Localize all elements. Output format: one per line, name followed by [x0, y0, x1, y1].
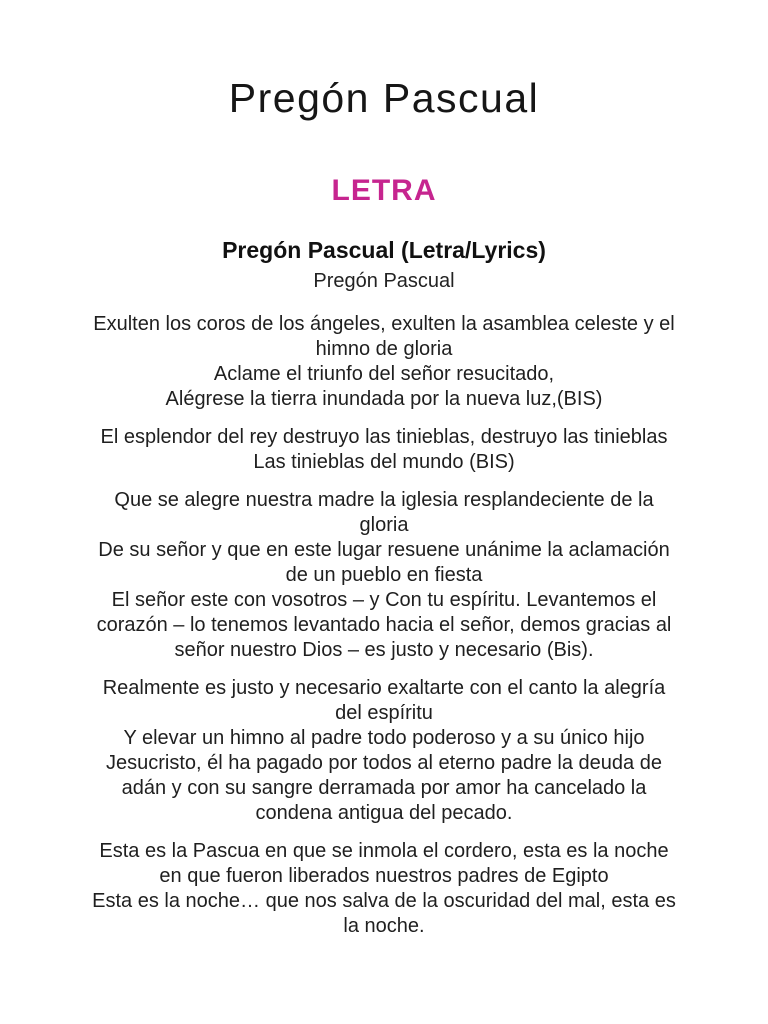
- lyric-line: Las tinieblas del mundo (BIS): [253, 451, 515, 473]
- lyric-line: himno de gloria: [315, 338, 453, 360]
- lyric-line: corazón – lo tenemos levantado hacia el señor, demos gracias al: [96, 614, 672, 636]
- lyric-stanza: [54, 312, 714, 412]
- lyric-stanza: [54, 488, 714, 663]
- section-label-letra: LETRA: [331, 174, 437, 207]
- lyric-line: El esplendor del rey destruyo las tinieblas, destruyo las tinieblas: [100, 426, 668, 448]
- lyric-line: de un pueblo en fiesta: [285, 564, 483, 586]
- lyric-stanza: [54, 676, 714, 826]
- lyric-line: del espíritu: [335, 702, 433, 724]
- document-title: Pregón Pascual: [228, 75, 540, 121]
- lyric-line: Realmente es justo y necesario exaltarte con el canto la alegría: [102, 677, 666, 699]
- lyric-line: Jesucristo, él ha pagado por todos al eterno padre la deuda de: [106, 752, 662, 774]
- lyrics-body: [54, 312, 714, 939]
- lyric-line: Y elevar un himno al padre todo poderoso y a su único hijo: [123, 727, 645, 749]
- lyric-line: El señor este con vosotros – y Con tu espíritu. Levantemos el: [111, 589, 657, 611]
- lyric-line: condena antigua del pecado.: [255, 802, 513, 824]
- lyrics-subheading: Pregón Pascual: [313, 270, 455, 292]
- lyric-stanza: [54, 839, 714, 939]
- lyric-line: Esta es la noche… que nos salva de la oscuridad del mal, esta es: [92, 890, 676, 912]
- lyric-line: Que se alegre nuestra madre la iglesia resplandeciente de la: [114, 489, 654, 511]
- lyrics-heading: Pregón Pascual (Letra/Lyrics): [222, 237, 546, 263]
- lyric-stanza: [54, 425, 714, 475]
- lyric-line: Alégrese la tierra inundada por la nueva luz,(BIS): [165, 388, 603, 410]
- lyric-line: Esta es la Pascua en que se inmola el cordero, esta es la noche: [99, 840, 669, 862]
- lyric-line: Aclame el triunfo del señor resucitado,: [213, 363, 555, 385]
- lyric-line: De su señor y que en este lugar resuene unánime la aclamación: [98, 539, 670, 561]
- lyric-line: señor nuestro Dios – es justo y necesario (Bis).: [174, 639, 594, 661]
- lyric-line: adán y con su sangre derramada por amor ha cancelado la: [121, 777, 647, 799]
- lyric-line: en que fueron liberados nuestros padres de Egipto: [159, 865, 609, 887]
- lyric-line: gloria: [359, 514, 409, 536]
- lyric-line: la noche.: [343, 915, 425, 937]
- lyric-line: Exulten los coros de los ángeles, exulten la asamblea celeste y el: [93, 313, 675, 335]
